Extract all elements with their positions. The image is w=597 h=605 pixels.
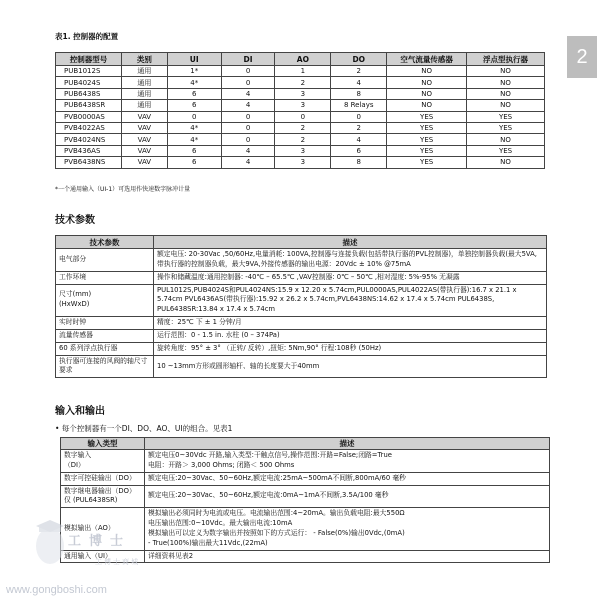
table-cell: PVB4022AS	[56, 122, 122, 133]
table-cell: 4	[221, 88, 275, 99]
col-header: AO	[275, 53, 331, 66]
col-header: 技术参数	[56, 236, 154, 249]
table-row	[56, 122, 545, 133]
table-cell: NO	[467, 100, 545, 111]
param-description: 旋转角度：95° ± 3° （正转/ 反转）,扭矩: 5Nm,90° 行程:108秒 (50Hz)	[154, 342, 547, 355]
table-cell: 4	[331, 77, 387, 88]
col-header: 描述	[145, 438, 550, 450]
table-cell: 8	[331, 88, 387, 99]
section-title-io: 输入和输出	[55, 406, 105, 417]
table-cell: PUB4024S	[56, 77, 122, 88]
table-cell: 3	[275, 157, 331, 168]
table-row	[56, 329, 547, 342]
table-cell: 通用	[121, 66, 167, 77]
param-name: 实时时钟	[56, 317, 154, 330]
table-cell: 0	[221, 122, 275, 133]
table-cell: YES	[387, 111, 467, 122]
table-cell: 0	[331, 111, 387, 122]
table-cell: 2	[331, 66, 387, 77]
table-header-row	[61, 438, 550, 450]
table-cell: 通用	[121, 100, 167, 111]
table-cell: 0	[221, 111, 275, 122]
table-cell: 4	[331, 134, 387, 145]
param-name: 数字可控硅输出（DO）	[61, 472, 145, 485]
table-cell: 6	[167, 157, 221, 168]
table-cell: PVB0000AS	[56, 111, 122, 122]
param-description: PUL1012S,PUB4024S和PUL4024NS:15.9 x 12.20 x 5.74cm,PUL0000AS,PUL4022AS(带执行器):16.7 x 21.1 x 5.74cm PVL6436AS(带执行器):15.92 x 26.2 x 5.74cm,PVL6438NS:14.62 x 17.4 x 5.74cm PUL6438S, PUL6438SR:13.84 x 17.4 x 5.74cm	[154, 284, 547, 317]
table-cell: 2	[331, 122, 387, 133]
col-header: 控制器型号	[56, 53, 122, 66]
table-cell: 1*	[167, 66, 221, 77]
table-cell: 4	[221, 157, 275, 168]
watermark-text: 工博士	[68, 534, 132, 549]
io-bullet: • 每个控制器有一个DI、DO、AO、UI的组合。见表1	[55, 424, 233, 433]
table-cell: 4*	[167, 134, 221, 145]
table-cell: NO	[387, 88, 467, 99]
table-cell: 3	[275, 145, 331, 156]
table-cell: 0	[221, 77, 275, 88]
table-cell: YES	[387, 145, 467, 156]
table-row	[56, 355, 547, 378]
table-row	[56, 77, 545, 88]
table-cell: 6	[167, 145, 221, 156]
param-description: 运行范围：0 - 1.5 in. 水柱 (0 – 374Pa)	[154, 329, 547, 342]
chapter-tab: 2	[567, 36, 597, 78]
table-cell: NO	[387, 66, 467, 77]
table-cell: YES	[387, 122, 467, 133]
param-description: 额定电压0~30Vdc 开路,输入类型:干触点信号,操作范围:开路=False;闭路=True 电阻：开路＞ 3,000 Ohms; 闭路＜ 500 Ohms	[145, 450, 550, 473]
param-name: 数字输入 （DI）	[61, 450, 145, 473]
table-cell: NO	[387, 100, 467, 111]
table-cell: NO	[467, 66, 545, 77]
table-cell: PUB6438SR	[56, 100, 122, 111]
table-cell: NO	[467, 77, 545, 88]
table-cell: VAV	[121, 134, 167, 145]
table-cell: 1	[275, 66, 331, 77]
table-cell: VAV	[121, 111, 167, 122]
table-cell: NO	[467, 134, 545, 145]
table-cell: PVB6438NS	[56, 157, 122, 168]
param-description: 模拟输出必须同时为电流或电压。电流输出范围:4~20mA。输出负载电阻:最大550Ω 电压输出范围:0~10Vdc。最大输出电流:10mA 模拟输出可以定义为数字输出并按照如下的方式运行： - False(0%)输出0Vdc,(0mA) - True(100%)输出最大11Vdc,(22mA)	[145, 508, 550, 550]
param-name: 电气部分	[56, 249, 154, 272]
table-cell: 4*	[167, 122, 221, 133]
table-cell: PVB4024NS	[56, 134, 122, 145]
table-cell: 3	[275, 100, 331, 111]
table-cell: 3	[275, 88, 331, 99]
table-cell: 4	[221, 145, 275, 156]
table-cell: YES	[387, 157, 467, 168]
table-cell: NO	[467, 88, 545, 99]
table-cell: 通用	[121, 88, 167, 99]
table-cell: 2	[275, 122, 331, 133]
table-cell: 0	[275, 111, 331, 122]
param-name: 60 系列浮点执行器	[56, 342, 154, 355]
table-cell: PVB436AS	[56, 145, 122, 156]
param-name: 工作环境	[56, 271, 154, 284]
table-cell: 6	[167, 100, 221, 111]
param-description: 详细资料见表2	[145, 550, 550, 563]
table-cell: VAV	[121, 122, 167, 133]
table-cell: YES	[467, 145, 545, 156]
table-row	[61, 472, 550, 485]
col-header: 描述	[154, 236, 547, 249]
table-row	[56, 317, 547, 330]
tech-spec-table	[55, 235, 547, 378]
col-header: UI	[167, 53, 221, 66]
table-cell: NO	[467, 157, 545, 168]
table-cell: YES	[467, 111, 545, 122]
table-row	[56, 66, 545, 77]
controller-config-table	[55, 52, 545, 169]
table-row	[56, 134, 545, 145]
table-cell: 4	[221, 100, 275, 111]
col-header: 类别	[121, 53, 167, 66]
table-row	[56, 111, 545, 122]
watermark-subtext: 工博士商城	[95, 558, 140, 566]
table-header-row	[56, 236, 547, 249]
table-cell: VAV	[121, 145, 167, 156]
table-cell: 6	[167, 88, 221, 99]
table-row	[56, 249, 547, 272]
table-row	[56, 145, 545, 156]
table-row	[56, 342, 547, 355]
param-description: 额定电压:20~30Vac、50~60Hz,额定电流:25mA~500mA不间断,800mA/60 毫秒	[145, 472, 550, 485]
param-name: 模拟输出（AO）	[61, 508, 145, 550]
table-row	[61, 450, 550, 473]
table-row	[56, 271, 547, 284]
table-cell: 0	[221, 66, 275, 77]
table-row	[56, 284, 547, 317]
table-cell: 0	[167, 111, 221, 122]
table-cell: 4*	[167, 77, 221, 88]
param-name: 执行器可连接的风阀的轴尺寸要求	[56, 355, 154, 378]
table-row	[56, 157, 545, 168]
col-header: 浮点型执行器	[467, 53, 545, 66]
table-row	[56, 100, 545, 111]
col-header: 输入类型	[61, 438, 145, 450]
table-cell: 通用	[121, 77, 167, 88]
table-cell: 6	[331, 145, 387, 156]
table-cell: PUB1012S	[56, 66, 122, 77]
table1-footnote: *一个通用输入（UI-1）可选用作快速数字脉冲计量	[55, 186, 191, 193]
table-cell: VAV	[121, 157, 167, 168]
param-description: 额定电压: 20-30Vac ,50/60Hz,电量消耗: 100VA,控制器与连接负载(包括带执行器的PVL控制器)，单独控制器负载(最大5VA,带执行器的控制器负载，最大9VA,外接传感器的输出电源：20Vdc ± 10% @75mA	[154, 249, 547, 272]
table-cell: 8	[331, 157, 387, 168]
table-cell: 2	[275, 134, 331, 145]
table-cell: PUB6438S	[56, 88, 122, 99]
table-cell: YES	[387, 134, 467, 145]
table-cell: YES	[467, 122, 545, 133]
table-cell: 8 Relays	[331, 100, 387, 111]
param-description: 10 ~13mm方形或圆形轴杆、轴的长度要大于40mm	[154, 355, 547, 378]
param-description: 操作和储藏温度:通用控制器: -40℃ – 65.5℃ ,VAV控制器: 0℃ – 50℃ ,相对湿度: 5%-95% 无凝露	[154, 271, 547, 284]
watermark-url: www.gongboshi.com	[6, 584, 107, 596]
col-header: DI	[221, 53, 275, 66]
param-name: 通用输入（UI）	[61, 550, 145, 563]
param-name: 数字继电器输出（DO）仅 (PUL6438SR)	[61, 485, 145, 508]
table-header-row	[56, 53, 545, 66]
table1-caption: 表1. 控制器的配置	[55, 32, 119, 41]
table-row	[56, 88, 545, 99]
col-header: DO	[331, 53, 387, 66]
table-cell: 2	[275, 77, 331, 88]
param-description: 额定电压:20~30Vac、50~60Hz,额定电流:0mA~1mA不间断,3.5A/100 毫秒	[145, 485, 550, 508]
table-row	[61, 485, 550, 508]
table-cell: 0	[221, 134, 275, 145]
param-description: 精度：25℃ 下 ± 1 分钟/月	[154, 317, 547, 330]
col-header: 空气流量传感器	[387, 53, 467, 66]
table-cell: NO	[387, 77, 467, 88]
param-name: 尺寸(mm) (HxWxD)	[56, 284, 154, 317]
section-title-tech: 技术参数	[55, 215, 95, 226]
param-name: 流量传感器	[56, 329, 154, 342]
